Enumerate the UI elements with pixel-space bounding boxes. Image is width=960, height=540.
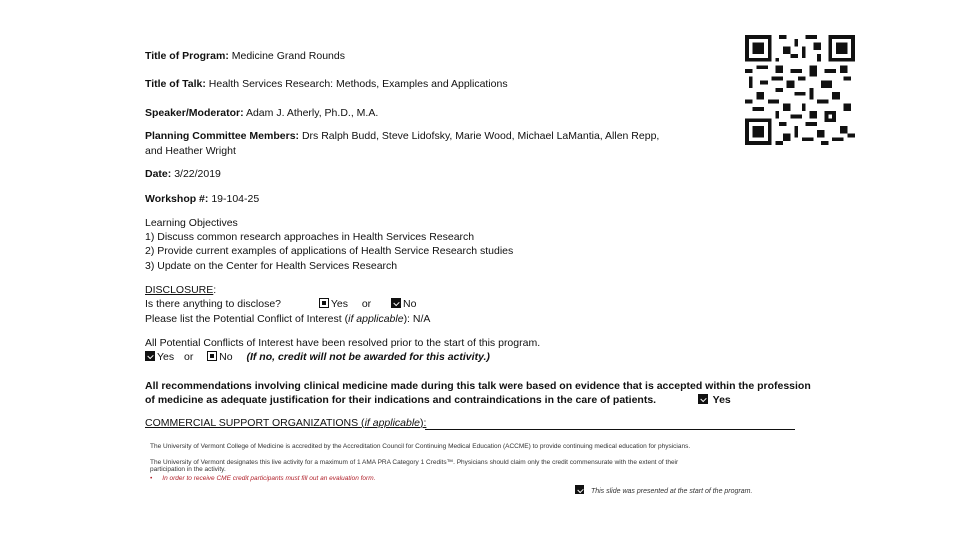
objective-item: 2) Provide current examples of applications of Health Service Research studies xyxy=(145,245,514,257)
cme-bullet xyxy=(150,475,375,483)
cme-bullet-text: In order to receive CME credit participants must fill out an evaluation form. xyxy=(162,475,376,482)
disclosure-or: or xyxy=(361,298,372,310)
workshop-value: 19-104-25 xyxy=(211,193,260,205)
conflicts-no-checkbox[interactable] xyxy=(207,351,217,361)
disclosure-question: Is there anything to disclose? xyxy=(145,298,281,310)
commercial-line xyxy=(145,416,426,430)
conflicts-yes-label: Yes xyxy=(157,351,175,363)
program-value: Medicine Grand Rounds xyxy=(231,50,345,62)
commercial-label-italic: if applicable xyxy=(364,417,421,429)
commercial-underline xyxy=(425,429,795,430)
speaker-line xyxy=(145,106,378,120)
date-line xyxy=(145,167,221,181)
commercial-label: COMMERCIAL SUPPORT ORGANIZATIONS ( xyxy=(145,417,365,429)
recommendations-yes-label: Yes xyxy=(712,394,731,406)
recommendations-yes-checkbox[interactable] xyxy=(698,394,708,404)
conflicts-note: (If no, credit will not be awarded for this activity.) xyxy=(246,351,490,363)
program-label: Title of Program: xyxy=(145,50,229,62)
objective-item: 3) Update on the Center for Health Services Research xyxy=(145,260,398,272)
recommendations-line-2 xyxy=(145,393,731,407)
presented-text: This slide was presented at the start of the program. xyxy=(590,488,753,495)
conflicts-options-line xyxy=(145,350,490,364)
conflict-value: N/A xyxy=(412,313,431,325)
disclosure-yes-checkbox[interactable] xyxy=(319,298,329,308)
objectives-heading: Learning Objectives xyxy=(145,217,238,229)
conflict-list-line xyxy=(145,312,430,326)
conflicts-or: or xyxy=(183,351,194,363)
disclosure-heading-text: DISCLOSURE xyxy=(145,284,214,296)
conflict-prompt: Please list the Potential Conflict of Interest ( xyxy=(145,313,349,325)
bullet-icon: • xyxy=(150,475,153,482)
talk-value: Health Services Research: Methods, Examples and Applications xyxy=(208,78,508,90)
commercial-label-end: ): xyxy=(420,417,427,429)
recommendations-line-1: All recommendations involving clinical medicine made during this talk were based on evidence that is accepted within the profession xyxy=(145,380,811,392)
conflict-prompt-italic: if applicable xyxy=(348,313,404,325)
objective-item: 1) Discuss common research approaches in Health Services Research xyxy=(145,231,475,243)
committee-label: Planning Committee Members: xyxy=(145,130,300,142)
disclosure-no-checkbox[interactable] xyxy=(391,298,401,308)
recommendations-text-2: of medicine as adequate justification for their indications and contraindications in the care of patients. xyxy=(145,394,657,406)
committee-value-1: Drs Ralph Budd, Steve Lidofsky, Marie Wood, Michael LaMantia, Allen Repp, xyxy=(301,130,660,142)
conflicts-yes-checkbox[interactable] xyxy=(145,351,155,361)
qr-code-icon xyxy=(745,35,855,145)
disclosure-heading: DISCLOSURE: xyxy=(145,284,217,296)
talk-label: Title of Talk: xyxy=(145,78,206,90)
date-value: 3/22/2019 xyxy=(174,168,221,180)
committee-line-2 xyxy=(145,144,236,158)
accreditation-text: The University of Vermont College of Medicine is accredited by the Accreditation Council for Continuing Medical Education (ACCME) to provide continuing medical education for physicians. xyxy=(150,443,691,450)
disclosure-question-line xyxy=(145,297,416,311)
disclosure-yes-label: Yes xyxy=(330,298,348,310)
committee-value-2: and Heather Wright xyxy=(145,145,236,157)
presented-line xyxy=(575,485,752,496)
program-line xyxy=(145,49,345,63)
speaker-value: Adam J. Atherly, Ph.D., M.A. xyxy=(245,107,379,119)
speaker-label: Speaker/Moderator: xyxy=(145,107,244,119)
designation-text-1: The University of Vermont designates this live activity for a maximum of 1 AMA PRA Category 1 Credits™. Physicians should claim only the credit commensurate with the extent of their xyxy=(150,459,679,466)
date-label: Date: xyxy=(145,168,172,180)
conflicts-no-label: No xyxy=(219,351,233,363)
workshop-label: Workshop #: xyxy=(145,193,209,205)
conflict-prompt-end: ): xyxy=(403,313,410,325)
talk-line xyxy=(145,77,508,91)
workshop-line xyxy=(145,192,259,206)
presented-checkbox[interactable] xyxy=(575,485,584,494)
disclosure-no-label: No xyxy=(403,298,417,310)
conflicts-statement: All Potential Conflicts of Interest have been resolved prior to the start of this program. xyxy=(145,337,541,349)
designation-text-2: participation in the activity. xyxy=(150,466,226,473)
committee-line xyxy=(145,129,659,143)
